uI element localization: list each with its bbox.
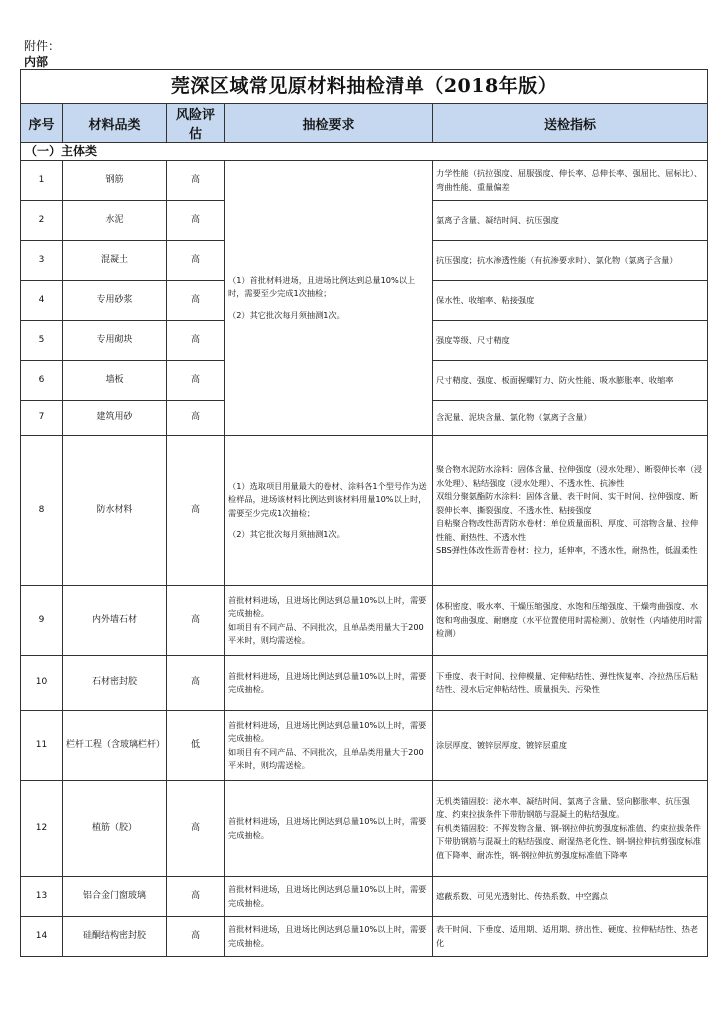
row-no: 7 — [21, 401, 63, 436]
header-requirement: 抽检要求 — [225, 104, 433, 143]
internal-label: 内部 — [24, 55, 49, 69]
row-risk: 高 — [167, 401, 225, 436]
indicator-line: 含泥量、泥块含量、氯化物（氯离子含量） — [436, 412, 592, 423]
row-risk: 高 — [167, 781, 225, 877]
attachment-label: 附件： — [24, 39, 61, 53]
row-risk: 高 — [167, 436, 225, 586]
row-indicators — [433, 361, 708, 401]
indicator-line: 力学性能（抗拉强度、屈服强度、伸长率、总伸长率、强屈比、屈标比）、弯曲性能、重量偏差 — [436, 168, 703, 192]
row-material: 防水材料 — [63, 436, 167, 586]
row-requirement — [225, 656, 433, 711]
row-material: 建筑用砂 — [63, 401, 167, 436]
indicator-line: 无机类锚固胶：泌水率、凝结时间、氯离子含量、竖向膨胀率、抗压强度、约束拉拔条件下带肋钢筋与混凝土的粘结强度。 — [436, 795, 690, 820]
requirement-line: （2）其它批次每月须抽测1次。 — [228, 309, 345, 320]
indicator-line: 强度等级、尺寸精度 — [436, 334, 510, 345]
row-no: 8 — [21, 436, 63, 586]
row-no: 14 — [21, 917, 63, 957]
requirement-line: （1）选取项目用量最大的卷材、涂料各1个型号作为送检样品，进场该材料比例达到该材料用量10%以上时，需要至少完成1次抽检； — [228, 480, 427, 518]
row-no: 10 — [21, 656, 63, 711]
section-title: （一）主体类 — [21, 143, 708, 161]
row-material: 墙板 — [63, 361, 167, 401]
row-requirement — [225, 781, 433, 877]
requirement-line: 首批材料进场，且进场比例达到总量10%以上时，需要完成抽检。 — [228, 816, 427, 840]
indicator-line: 遮蔽系数、可见光透射比、传热系数、中空露点 — [436, 890, 608, 901]
row-risk: 高 — [167, 161, 225, 201]
header-material: 材料品类 — [63, 104, 167, 143]
row-no: 4 — [21, 281, 63, 321]
row-indicators — [433, 917, 708, 957]
row-indicators — [433, 241, 708, 281]
row-indicators — [433, 281, 708, 321]
row-material: 栏杆工程（含玻璃栏杆） — [63, 711, 167, 781]
requirement-line: 如项目有不同产品、不同批次，且单品类用量大于200平米时，则均需送检。 — [228, 746, 424, 770]
row-indicators — [433, 877, 708, 917]
row-risk: 高 — [167, 281, 225, 321]
row-material: 混凝土 — [63, 241, 167, 281]
row-indicators — [433, 781, 708, 877]
indicator-line: 自粘聚合物改性沥青防水卷材：单位质量面积、厚度、可溶物含量、拉伸性能、耐热性、不透水性 — [436, 518, 699, 542]
row-risk: 高 — [167, 656, 225, 711]
row-requirement — [225, 877, 433, 917]
indicator-line: 保水性、收缩率、粘接强度 — [436, 294, 535, 305]
row-indicators — [433, 711, 708, 781]
row-indicators — [433, 201, 708, 241]
indicator-line: 双组分聚氨酯防水涂料：固体含量、表干时间、实干时间、拉伸强度、断裂伸长率、撕裂强度、不透水性、粘接强度 — [436, 491, 699, 515]
indicator-line: 体积密度、吸水率、干燥压缩强度、水饱和压缩强度、干燥弯曲强度、水饱和弯曲强度、耐磨度（水平位置使用时需检测）、放射性（内墙使用时需检测） — [436, 601, 703, 639]
indicator-line: SBS弹性体改性沥青卷材：拉力，延伸率，不透水性，耐热性，低温柔性 — [436, 545, 698, 556]
row-requirement — [225, 711, 433, 781]
row-no: 5 — [21, 321, 63, 361]
group-requirement-b — [225, 436, 433, 586]
header-risk: 风险评估 — [167, 104, 225, 143]
row-risk: 高 — [167, 241, 225, 281]
requirement-line: 首批材料进场，且进场比例达到总量10%以上时，需要完成抽检。 — [228, 884, 427, 908]
row-indicators — [433, 321, 708, 361]
row-risk: 低 — [167, 711, 225, 781]
row-indicators — [433, 656, 708, 711]
row-no: 9 — [21, 586, 63, 656]
row-risk: 高 — [167, 361, 225, 401]
row-requirement — [225, 586, 433, 656]
row-no: 12 — [21, 781, 63, 877]
row-no: 6 — [21, 361, 63, 401]
indicator-line: 表干时间、下垂度、适用期、适用期、挤出性、硬度、拉伸粘结性、热老化 — [436, 924, 699, 948]
row-no: 11 — [21, 711, 63, 781]
row-risk: 高 — [167, 877, 225, 917]
row-risk: 高 — [167, 586, 225, 656]
indicator-line: 下垂度、表干时间、拉伸模量、定伸粘结性、弹性恢复率、冷拉热压后粘结性、浸水后定伸粘结性、质量损失、污染性 — [436, 670, 699, 694]
header-no: 序号 — [21, 104, 63, 143]
inspection-table — [20, 69, 708, 957]
row-no: 3 — [21, 241, 63, 281]
requirement-line: （2）其它批次每月须抽测1次。 — [228, 529, 345, 539]
row-no: 13 — [21, 877, 63, 917]
indicator-line: 有机类锚固胶：不挥发物含量、钢-钢拉伸抗剪强度标准值、约束拉拔条件下带肋钢筋与混凝土的粘结强度、耐湿热老化性、钢-钢拉伸抗剪强度标准值下降率、耐冻性，钢-钢拉伸抗剪强度标准值下降率 — [436, 822, 701, 860]
requirement-line: 首批材料进场，且进场比例达到总量10%以上时，需要完成抽检。 — [228, 670, 427, 694]
row-no: 1 — [21, 161, 63, 201]
row-material: 植筋（胶） — [63, 781, 167, 877]
row-indicators — [433, 436, 708, 586]
row-risk: 高 — [167, 917, 225, 957]
header-indicators: 送检指标 — [433, 104, 708, 143]
row-indicators — [433, 401, 708, 436]
row-material: 钢筋 — [63, 161, 167, 201]
indicator-line: 尺寸精度、强度、板面握螺钉力、防火性能、吸水膨胀率、收缩率 — [436, 374, 674, 385]
requirement-line: 首批材料进场，且进场比例达到总量10%以上时，需要完成抽检。 — [228, 594, 427, 618]
row-risk: 高 — [167, 321, 225, 361]
row-material: 石材密封胶 — [63, 656, 167, 711]
group-requirement-a — [225, 161, 433, 436]
requirement-line: （1）首批材料进场，且进场比例达到总量10%以上时，需要至少完成1次抽检； — [228, 274, 416, 299]
row-material: 专用砌块 — [63, 321, 167, 361]
indicator-line: 氯离子含量、凝结时间、抗压强度 — [436, 214, 559, 225]
row-material: 铝合金门窗玻璃 — [63, 877, 167, 917]
indicator-line: 抗压强度；抗水渗透性能（有抗渗要求时）、氯化物（氯离子含量） — [436, 254, 678, 265]
row-indicators — [433, 161, 708, 201]
requirement-line: 首批材料进场，且进场比例达到总量10%以上时，需要完成抽检。 — [228, 719, 427, 743]
row-material: 专用砂浆 — [63, 281, 167, 321]
row-no: 2 — [21, 201, 63, 241]
row-material: 硅酮结构密封胶 — [63, 917, 167, 957]
row-material: 内外墙石材 — [63, 586, 167, 656]
indicator-line: 聚合物水泥防水涂料：固体含量、拉伸强度（浸水处理）、断裂伸长率（浸水处理）、粘结强度（浸水处理）、不透水性、抗渗性 — [436, 464, 703, 488]
requirement-line: 如项目有不同产品、不同批次，且单品类用量大于200平米时，则均需送检。 — [228, 621, 424, 645]
row-requirement — [225, 917, 433, 957]
row-risk: 高 — [167, 201, 225, 241]
requirement-line: 首批材料进场，且进场比例达到总量10%以上时，需要完成抽检。 — [228, 924, 427, 948]
indicator-line: 涂层厚度、镀锌层厚度、镀锌层重度 — [436, 739, 568, 750]
table-title: 莞深区域常见原材料抽检清单（2018年版） — [21, 70, 708, 104]
row-material: 水泥 — [63, 201, 167, 241]
row-indicators — [433, 586, 708, 656]
